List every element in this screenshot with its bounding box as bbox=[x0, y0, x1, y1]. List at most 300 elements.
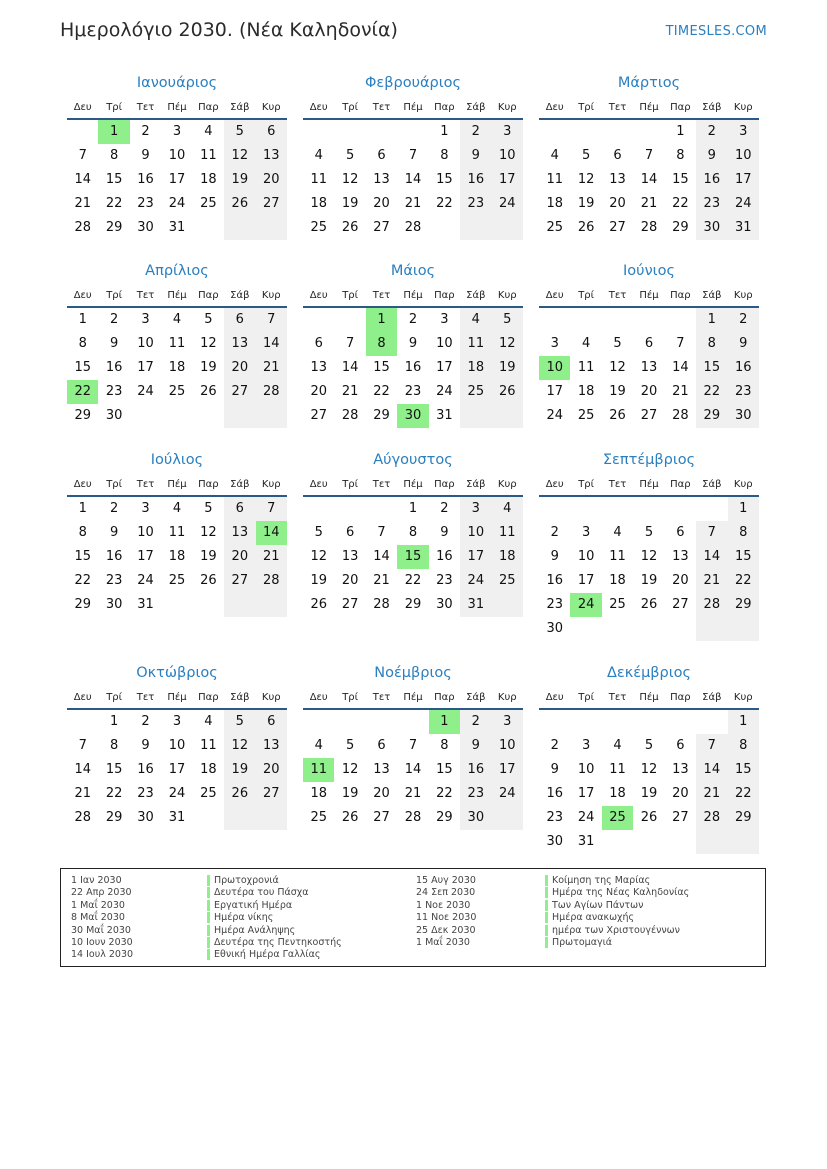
day-cell[interactable]: 28 bbox=[256, 569, 287, 593]
day-cell[interactable]: 9 bbox=[141, 738, 150, 753]
day-cell[interactable]: 31 bbox=[460, 593, 491, 617]
day-cell[interactable]: 7 bbox=[78, 738, 87, 753]
day-cell[interactable]: 5 bbox=[345, 738, 355, 753]
day-cell[interactable]: 26 bbox=[341, 220, 359, 235]
day-cell[interactable]: 28 bbox=[404, 220, 422, 235]
day-cell[interactable]: 4 bbox=[581, 336, 591, 351]
day-cell[interactable]: 8 bbox=[109, 148, 119, 163]
day-cell[interactable]: 16 bbox=[404, 360, 422, 375]
day-cell[interactable]: 8 bbox=[696, 332, 727, 356]
day-cell[interactable]: 3 bbox=[172, 124, 182, 139]
day-cell[interactable]: 5 bbox=[224, 120, 255, 144]
day-cell[interactable]: 13 bbox=[640, 360, 658, 375]
day-cell[interactable]: 4 bbox=[204, 124, 213, 139]
day-cell[interactable]: 20 bbox=[672, 786, 689, 801]
day-cell[interactable]: 2 bbox=[696, 120, 727, 144]
day-cell[interactable]: 2 bbox=[440, 501, 449, 516]
day-cell[interactable]: 3 bbox=[172, 714, 182, 729]
day-cell[interactable]: 18 bbox=[310, 786, 327, 801]
day-cell[interactable]: 7 bbox=[408, 738, 418, 753]
day-cell[interactable]: 5 bbox=[204, 501, 213, 516]
day-cell[interactable]: 11 bbox=[200, 738, 217, 753]
day-cell[interactable]: 13 bbox=[672, 762, 689, 777]
day-cell[interactable]: 18 bbox=[609, 573, 626, 588]
day-cell[interactable]: 2 bbox=[460, 710, 491, 734]
day-cell[interactable]: 15 bbox=[436, 172, 453, 187]
day-cell[interactable]: 27 bbox=[310, 408, 327, 423]
day-cell[interactable]: 21 bbox=[74, 786, 91, 801]
holiday-day-cell[interactable]: 11 bbox=[303, 758, 334, 782]
day-cell[interactable]: 5 bbox=[613, 336, 622, 351]
day-cell[interactable]: 31 bbox=[137, 597, 154, 612]
day-cell[interactable]: 27 bbox=[373, 220, 390, 235]
day-cell[interactable]: 13 bbox=[256, 144, 287, 168]
day-cell[interactable]: 29 bbox=[105, 810, 123, 825]
day-cell[interactable]: 4 bbox=[204, 714, 213, 729]
day-cell[interactable]: 11 bbox=[577, 360, 595, 375]
day-cell[interactable]: 24 bbox=[492, 782, 523, 806]
day-cell[interactable]: 10 bbox=[436, 336, 453, 351]
day-cell[interactable]: 15 bbox=[696, 356, 727, 380]
day-cell[interactable]: 22 bbox=[436, 786, 453, 801]
day-cell[interactable]: 25 bbox=[200, 786, 217, 801]
day-cell[interactable]: 23 bbox=[436, 573, 453, 588]
day-cell[interactable]: 26 bbox=[310, 597, 327, 612]
day-cell[interactable]: 6 bbox=[613, 148, 622, 163]
day-cell[interactable]: 3 bbox=[492, 120, 523, 144]
day-cell[interactable]: 10 bbox=[168, 148, 186, 163]
day-cell[interactable]: 9 bbox=[440, 525, 449, 540]
day-cell[interactable]: 21 bbox=[256, 545, 287, 569]
holiday-day-cell[interactable]: 8 bbox=[366, 332, 397, 356]
day-cell[interactable]: 17 bbox=[492, 168, 523, 192]
day-cell[interactable]: 16 bbox=[105, 360, 123, 375]
day-cell[interactable]: 12 bbox=[341, 172, 359, 187]
day-cell[interactable]: 23 bbox=[460, 782, 491, 806]
day-cell[interactable]: 26 bbox=[609, 408, 626, 423]
day-cell[interactable]: 10 bbox=[460, 521, 491, 545]
day-cell[interactable]: 12 bbox=[577, 172, 595, 187]
day-cell[interactable]: 9 bbox=[109, 525, 119, 540]
site-brand-link[interactable]: TIMESLES.COM bbox=[665, 24, 767, 39]
day-cell[interactable]: 2 bbox=[728, 308, 759, 332]
day-cell[interactable]: 17 bbox=[137, 360, 154, 375]
day-cell[interactable]: 5 bbox=[492, 308, 523, 332]
day-cell[interactable]: 29 bbox=[672, 220, 689, 235]
day-cell[interactable]: 28 bbox=[341, 408, 359, 423]
day-cell[interactable]: 5 bbox=[644, 525, 654, 540]
day-cell[interactable]: 11 bbox=[460, 332, 491, 356]
day-cell[interactable]: 25 bbox=[168, 573, 186, 588]
day-cell[interactable]: 15 bbox=[74, 360, 91, 375]
day-cell[interactable]: 11 bbox=[200, 148, 217, 163]
day-cell[interactable]: 23 bbox=[137, 196, 154, 211]
day-cell[interactable]: 2 bbox=[550, 738, 559, 753]
day-cell[interactable]: 18 bbox=[492, 545, 523, 569]
day-cell[interactable]: 4 bbox=[613, 738, 622, 753]
day-cell[interactable]: 28 bbox=[74, 810, 91, 825]
day-cell[interactable]: 19 bbox=[224, 168, 255, 192]
day-cell[interactable]: 9 bbox=[460, 144, 491, 168]
day-cell[interactable]: 30 bbox=[105, 597, 123, 612]
day-cell[interactable]: 28 bbox=[640, 220, 658, 235]
day-cell[interactable]: 17 bbox=[460, 545, 491, 569]
day-cell[interactable]: 1 bbox=[676, 124, 685, 139]
day-cell[interactable]: 21 bbox=[404, 196, 422, 211]
day-cell[interactable]: 22 bbox=[696, 380, 727, 404]
day-cell[interactable]: 13 bbox=[609, 172, 626, 187]
day-cell[interactable]: 18 bbox=[310, 196, 327, 211]
day-cell[interactable]: 18 bbox=[460, 356, 491, 380]
day-cell[interactable]: 13 bbox=[373, 762, 390, 777]
day-cell[interactable]: 11 bbox=[168, 525, 186, 540]
day-cell[interactable]: 1 bbox=[696, 308, 727, 332]
day-cell[interactable]: 7 bbox=[345, 336, 355, 351]
day-cell[interactable]: 15 bbox=[373, 360, 390, 375]
day-cell[interactable]: 6 bbox=[377, 738, 386, 753]
day-cell[interactable]: 27 bbox=[256, 192, 287, 216]
day-cell[interactable]: 30 bbox=[105, 408, 123, 423]
day-cell[interactable]: 16 bbox=[137, 172, 154, 187]
day-cell[interactable]: 18 bbox=[168, 549, 186, 564]
day-cell[interactable]: 19 bbox=[609, 384, 626, 399]
day-cell[interactable]: 23 bbox=[728, 380, 759, 404]
day-cell[interactable]: 11 bbox=[609, 549, 626, 564]
day-cell[interactable]: 28 bbox=[373, 597, 390, 612]
day-cell[interactable]: 29 bbox=[728, 593, 759, 617]
day-cell[interactable]: 4 bbox=[613, 525, 622, 540]
day-cell[interactable]: 9 bbox=[460, 734, 491, 758]
day-cell[interactable]: 10 bbox=[137, 336, 154, 351]
day-cell[interactable]: 6 bbox=[314, 336, 323, 351]
day-cell[interactable]: 29 bbox=[728, 806, 759, 830]
day-cell[interactable]: 17 bbox=[546, 384, 563, 399]
day-cell[interactable]: 17 bbox=[577, 786, 595, 801]
day-cell[interactable]: 20 bbox=[640, 384, 658, 399]
day-cell[interactable]: 18 bbox=[200, 762, 217, 777]
day-cell[interactable]: 27 bbox=[224, 380, 255, 404]
day-cell[interactable]: 10 bbox=[728, 144, 759, 168]
day-cell[interactable]: 4 bbox=[460, 308, 491, 332]
day-cell[interactable]: 16 bbox=[137, 762, 154, 777]
day-cell[interactable]: 29 bbox=[404, 597, 422, 612]
holiday-day-cell[interactable]: 15 bbox=[397, 545, 428, 569]
day-cell[interactable]: 4 bbox=[172, 312, 182, 327]
day-cell[interactable]: 6 bbox=[676, 738, 685, 753]
day-cell[interactable]: 25 bbox=[609, 597, 626, 612]
day-cell[interactable]: 17 bbox=[137, 549, 154, 564]
day-cell[interactable]: 2 bbox=[460, 120, 491, 144]
day-cell[interactable]: 3 bbox=[581, 525, 591, 540]
day-cell[interactable]: 15 bbox=[105, 172, 123, 187]
day-cell[interactable]: 3 bbox=[141, 312, 150, 327]
day-cell[interactable]: 14 bbox=[404, 172, 422, 187]
day-cell[interactable]: 15 bbox=[672, 172, 689, 187]
day-cell[interactable]: 28 bbox=[256, 380, 287, 404]
day-cell[interactable]: 1 bbox=[109, 714, 119, 729]
day-cell[interactable]: 14 bbox=[696, 758, 727, 782]
day-cell[interactable]: 24 bbox=[577, 810, 595, 825]
day-cell[interactable]: 2 bbox=[550, 525, 559, 540]
day-cell[interactable]: 8 bbox=[78, 336, 87, 351]
day-cell[interactable]: 17 bbox=[168, 172, 186, 187]
day-cell[interactable]: 13 bbox=[256, 734, 287, 758]
day-cell[interactable]: 7 bbox=[256, 308, 287, 332]
day-cell[interactable]: 13 bbox=[224, 521, 255, 545]
day-cell[interactable]: 22 bbox=[373, 384, 390, 399]
day-cell[interactable]: 30 bbox=[137, 810, 154, 825]
day-cell[interactable]: 6 bbox=[224, 497, 255, 521]
day-cell[interactable]: 14 bbox=[696, 545, 727, 569]
day-cell[interactable]: 28 bbox=[74, 220, 91, 235]
day-cell[interactable]: 24 bbox=[492, 192, 523, 216]
day-cell[interactable]: 3 bbox=[728, 120, 759, 144]
day-cell[interactable]: 5 bbox=[314, 525, 323, 540]
holiday-day-cell[interactable]: 25 bbox=[602, 806, 633, 830]
day-cell[interactable]: 24 bbox=[728, 192, 759, 216]
day-cell[interactable]: 12 bbox=[640, 549, 658, 564]
day-cell[interactable]: 28 bbox=[672, 408, 689, 423]
day-cell[interactable]: 23 bbox=[105, 573, 123, 588]
day-cell[interactable]: 7 bbox=[78, 148, 87, 163]
day-cell[interactable]: 12 bbox=[341, 762, 359, 777]
day-cell[interactable]: 22 bbox=[728, 782, 759, 806]
day-cell[interactable]: 15 bbox=[105, 762, 123, 777]
day-cell[interactable]: 9 bbox=[141, 148, 150, 163]
day-cell[interactable]: 6 bbox=[345, 525, 355, 540]
day-cell[interactable]: 12 bbox=[310, 549, 327, 564]
day-cell[interactable]: 24 bbox=[168, 196, 186, 211]
day-cell[interactable]: 15 bbox=[436, 762, 453, 777]
day-cell[interactable]: 21 bbox=[404, 786, 422, 801]
day-cell[interactable]: 14 bbox=[74, 762, 91, 777]
day-cell[interactable]: 12 bbox=[200, 525, 217, 540]
day-cell[interactable]: 17 bbox=[728, 168, 759, 192]
day-cell[interactable]: 19 bbox=[640, 786, 658, 801]
day-cell[interactable]: 11 bbox=[492, 521, 523, 545]
day-cell[interactable]: 7 bbox=[676, 336, 685, 351]
day-cell[interactable]: 21 bbox=[373, 573, 390, 588]
day-cell[interactable]: 22 bbox=[105, 786, 123, 801]
day-cell[interactable]: 12 bbox=[224, 734, 255, 758]
day-cell[interactable]: 30 bbox=[546, 834, 563, 849]
day-cell[interactable]: 29 bbox=[696, 404, 727, 428]
day-cell[interactable]: 24 bbox=[546, 408, 563, 423]
day-cell[interactable]: 2 bbox=[109, 312, 119, 327]
day-cell[interactable]: 26 bbox=[224, 782, 255, 806]
day-cell[interactable]: 23 bbox=[137, 786, 154, 801]
day-cell[interactable]: 3 bbox=[492, 710, 523, 734]
day-cell[interactable]: 5 bbox=[224, 710, 255, 734]
day-cell[interactable]: 6 bbox=[224, 308, 255, 332]
day-cell[interactable]: 3 bbox=[581, 738, 591, 753]
day-cell[interactable]: 10 bbox=[492, 734, 523, 758]
day-cell[interactable]: 5 bbox=[581, 148, 591, 163]
holiday-day-cell[interactable]: 10 bbox=[539, 356, 570, 380]
holiday-day-cell[interactable]: 24 bbox=[570, 593, 601, 617]
day-cell[interactable]: 25 bbox=[310, 220, 327, 235]
day-cell[interactable]: 22 bbox=[404, 573, 422, 588]
day-cell[interactable]: 12 bbox=[609, 360, 626, 375]
day-cell[interactable]: 14 bbox=[256, 332, 287, 356]
day-cell[interactable]: 4 bbox=[314, 738, 323, 753]
day-cell[interactable]: 27 bbox=[672, 810, 689, 825]
day-cell[interactable]: 20 bbox=[672, 573, 689, 588]
day-cell[interactable]: 16 bbox=[546, 573, 563, 588]
day-cell[interactable]: 2 bbox=[141, 124, 150, 139]
day-cell[interactable]: 25 bbox=[577, 408, 595, 423]
day-cell[interactable]: 18 bbox=[200, 172, 217, 187]
day-cell[interactable]: 19 bbox=[492, 356, 523, 380]
day-cell[interactable]: 20 bbox=[609, 196, 626, 211]
day-cell[interactable]: 1 bbox=[728, 497, 759, 521]
day-cell[interactable]: 4 bbox=[492, 497, 523, 521]
day-cell[interactable]: 25 bbox=[310, 810, 327, 825]
day-cell[interactable]: 17 bbox=[492, 758, 523, 782]
day-cell[interactable]: 9 bbox=[696, 144, 727, 168]
day-cell[interactable]: 8 bbox=[440, 738, 449, 753]
day-cell[interactable]: 1 bbox=[440, 124, 449, 139]
day-cell[interactable]: 19 bbox=[341, 786, 359, 801]
day-cell[interactable]: 7 bbox=[256, 497, 287, 521]
day-cell[interactable]: 11 bbox=[609, 762, 626, 777]
day-cell[interactable]: 30 bbox=[460, 806, 491, 830]
day-cell[interactable]: 10 bbox=[577, 762, 595, 777]
day-cell[interactable]: 24 bbox=[137, 384, 154, 399]
day-cell[interactable]: 17 bbox=[577, 573, 595, 588]
day-cell[interactable]: 8 bbox=[109, 738, 119, 753]
day-cell[interactable]: 20 bbox=[373, 786, 390, 801]
day-cell[interactable]: 30 bbox=[546, 621, 563, 636]
day-cell[interactable]: 15 bbox=[728, 545, 759, 569]
day-cell[interactable]: 7 bbox=[408, 148, 418, 163]
day-cell[interactable]: 26 bbox=[640, 810, 658, 825]
day-cell[interactable]: 6 bbox=[256, 120, 287, 144]
day-cell[interactable]: 22 bbox=[728, 569, 759, 593]
day-cell[interactable]: 12 bbox=[492, 332, 523, 356]
day-cell[interactable]: 24 bbox=[168, 786, 186, 801]
day-cell[interactable]: 26 bbox=[224, 192, 255, 216]
day-cell[interactable]: 20 bbox=[341, 573, 359, 588]
day-cell[interactable]: 10 bbox=[137, 525, 154, 540]
day-cell[interactable]: 21 bbox=[672, 384, 689, 399]
day-cell[interactable]: 13 bbox=[224, 332, 255, 356]
day-cell[interactable]: 5 bbox=[345, 148, 355, 163]
day-cell[interactable]: 2 bbox=[141, 714, 150, 729]
day-cell[interactable]: 25 bbox=[168, 384, 186, 399]
day-cell[interactable]: 20 bbox=[224, 356, 255, 380]
day-cell[interactable]: 8 bbox=[728, 734, 759, 758]
day-cell[interactable]: 31 bbox=[168, 810, 186, 825]
day-cell[interactable]: 23 bbox=[105, 384, 123, 399]
day-cell[interactable]: 11 bbox=[310, 172, 327, 187]
day-cell[interactable]: 13 bbox=[672, 549, 689, 564]
day-cell[interactable]: 24 bbox=[436, 384, 453, 399]
day-cell[interactable]: 20 bbox=[256, 168, 287, 192]
day-cell[interactable]: 19 bbox=[577, 196, 595, 211]
day-cell[interactable]: 27 bbox=[256, 782, 287, 806]
day-cell[interactable]: 13 bbox=[310, 360, 327, 375]
day-cell[interactable]: 25 bbox=[546, 220, 563, 235]
day-cell[interactable]: 21 bbox=[640, 196, 658, 211]
day-cell[interactable]: 9 bbox=[728, 332, 759, 356]
day-cell[interactable]: 10 bbox=[168, 738, 186, 753]
day-cell[interactable]: 16 bbox=[546, 786, 563, 801]
day-cell[interactable]: 26 bbox=[577, 220, 595, 235]
day-cell[interactable]: 27 bbox=[224, 569, 255, 593]
day-cell[interactable]: 27 bbox=[609, 220, 626, 235]
day-cell[interactable]: 30 bbox=[436, 597, 453, 612]
day-cell[interactable]: 7 bbox=[377, 525, 386, 540]
day-cell[interactable]: 31 bbox=[168, 220, 186, 235]
day-cell[interactable]: 9 bbox=[408, 336, 418, 351]
day-cell[interactable]: 14 bbox=[373, 549, 390, 564]
day-cell[interactable]: 3 bbox=[460, 497, 491, 521]
day-cell[interactable]: 20 bbox=[224, 545, 255, 569]
day-cell[interactable]: 14 bbox=[74, 172, 91, 187]
day-cell[interactable]: 25 bbox=[492, 569, 523, 593]
day-cell[interactable]: 12 bbox=[224, 144, 255, 168]
day-cell[interactable]: 14 bbox=[640, 172, 658, 187]
day-cell[interactable]: 15 bbox=[74, 549, 91, 564]
day-cell[interactable]: 8 bbox=[408, 525, 418, 540]
day-cell[interactable]: 22 bbox=[672, 196, 689, 211]
day-cell[interactable]: 19 bbox=[200, 549, 217, 564]
day-cell[interactable]: 18 bbox=[609, 786, 626, 801]
day-cell[interactable]: 21 bbox=[74, 196, 91, 211]
day-cell[interactable]: 8 bbox=[728, 521, 759, 545]
day-cell[interactable]: 23 bbox=[696, 192, 727, 216]
day-cell[interactable]: 25 bbox=[200, 196, 217, 211]
day-cell[interactable]: 28 bbox=[696, 806, 727, 830]
day-cell[interactable]: 24 bbox=[460, 569, 491, 593]
day-cell[interactable]: 12 bbox=[200, 336, 217, 351]
day-cell[interactable]: 2 bbox=[408, 312, 418, 327]
day-cell[interactable]: 22 bbox=[105, 196, 123, 211]
day-cell[interactable]: 29 bbox=[373, 408, 390, 423]
day-cell[interactable]: 15 bbox=[728, 758, 759, 782]
day-cell[interactable]: 8 bbox=[676, 148, 685, 163]
day-cell[interactable]: 6 bbox=[676, 525, 685, 540]
day-cell[interactable]: 29 bbox=[74, 597, 91, 612]
day-cell[interactable]: 27 bbox=[341, 597, 359, 612]
day-cell[interactable]: 9 bbox=[109, 336, 119, 351]
day-cell[interactable]: 5 bbox=[204, 312, 213, 327]
day-cell[interactable]: 2 bbox=[109, 501, 119, 516]
day-cell[interactable]: 17 bbox=[168, 762, 186, 777]
holiday-day-cell[interactable]: 1 bbox=[98, 120, 129, 144]
day-cell[interactable]: 31 bbox=[577, 834, 595, 849]
holiday-day-cell[interactable]: 1 bbox=[366, 308, 397, 332]
day-cell[interactable]: 22 bbox=[74, 573, 91, 588]
day-cell[interactable]: 11 bbox=[168, 336, 186, 351]
day-cell[interactable]: 21 bbox=[696, 782, 727, 806]
day-cell[interactable]: 21 bbox=[341, 384, 359, 399]
day-cell[interactable]: 21 bbox=[256, 356, 287, 380]
day-cell[interactable]: 8 bbox=[440, 148, 449, 163]
day-cell[interactable]: 20 bbox=[373, 196, 390, 211]
day-cell[interactable]: 26 bbox=[492, 380, 523, 404]
holiday-day-cell[interactable]: 14 bbox=[256, 521, 287, 545]
day-cell[interactable]: 27 bbox=[373, 810, 390, 825]
day-cell[interactable]: 16 bbox=[728, 356, 759, 380]
day-cell[interactable]: 7 bbox=[696, 521, 727, 545]
day-cell[interactable]: 19 bbox=[224, 758, 255, 782]
day-cell[interactable]: 30 bbox=[137, 220, 154, 235]
day-cell[interactable]: 11 bbox=[546, 172, 563, 187]
day-cell[interactable]: 22 bbox=[436, 196, 453, 211]
day-cell[interactable]: 4 bbox=[172, 501, 182, 516]
